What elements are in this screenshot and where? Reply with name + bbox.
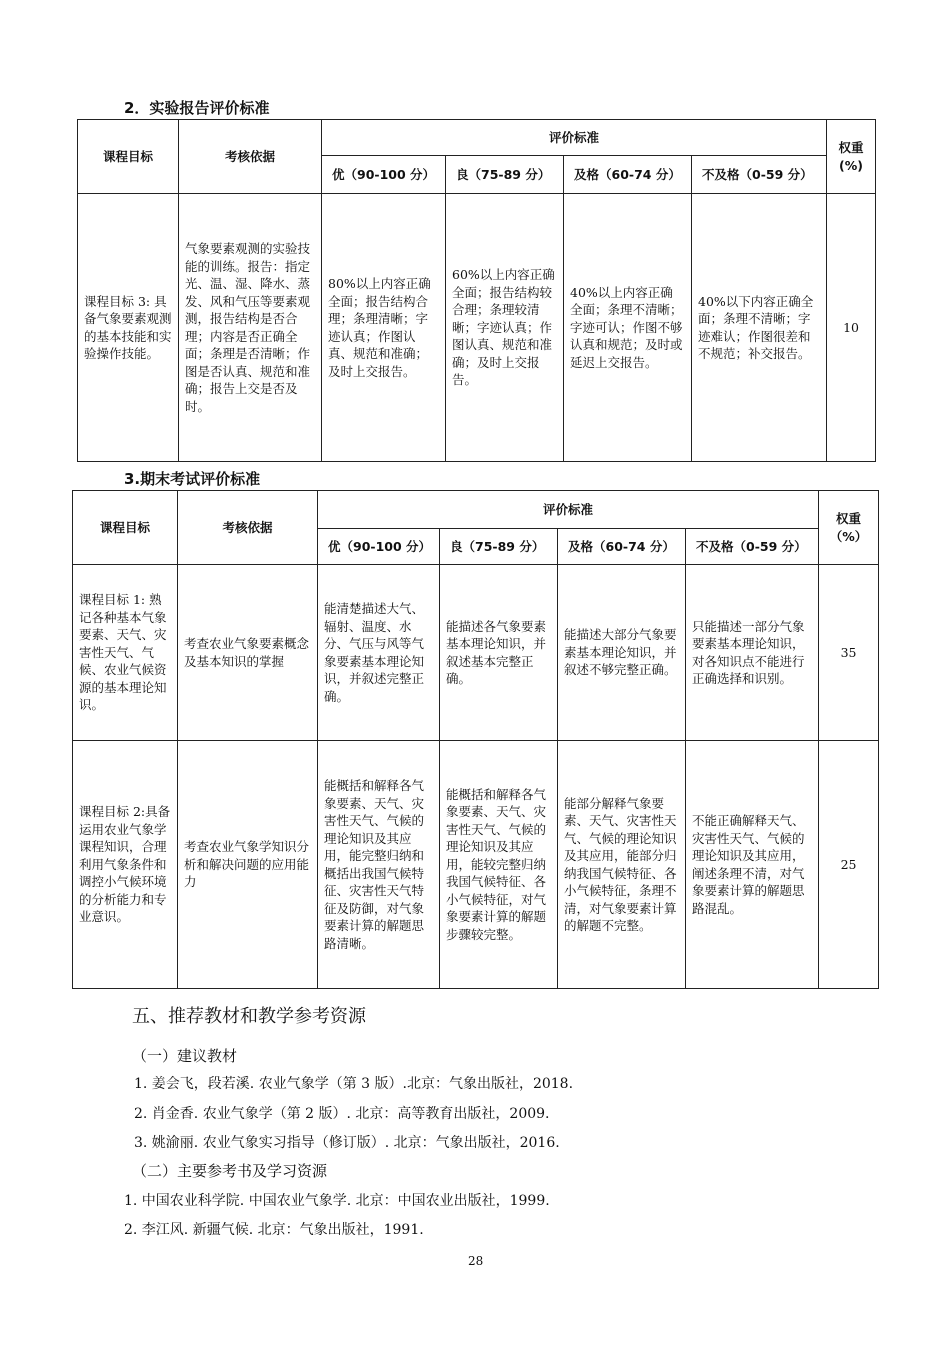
header-course-goal: 课程目标 xyxy=(78,120,179,194)
cell-fail: 不能正确解释天气、灾害性天气、气候的理论知识及其应用，阐述条理不清，对气象要素计算的解题思路混乱。 xyxy=(686,741,819,989)
section-5-heading: 五、推荐教材和教学参考资源 xyxy=(132,1006,366,1027)
header-level-good: 良（75-89 分） xyxy=(440,529,558,565)
table-row xyxy=(73,565,879,741)
cell-good: 60%以上内容正确全面；报告结构较合理；条理较清晰；字迹认真；作图认真、规范和准确；及时上交报告。 xyxy=(446,194,564,462)
reference-item: 2. 李江风. 新疆气候. 北京：气象出版社，1991. xyxy=(124,1222,424,1238)
textbook-item: 1. 姜会飞，段若溪. 农业气象学（第 3 版）.北京：气象出版社，2018. xyxy=(134,1076,574,1092)
textbooks-subheading: （一）建议教材 xyxy=(132,1047,238,1065)
cell-pass: 能部分解释气象要素、天气、灾害性天气、气候的理论知识及其应用，能部分归纳我国气候特征、各小气候特征，条理不清，对气象要素计算的解题不完整。 xyxy=(558,741,686,989)
header-criteria: 评价标准 xyxy=(318,491,819,529)
header-weight-unit: (%) xyxy=(839,157,863,173)
cell-course-goal: 课程目标 1: 熟记各种基本气象要素、天气、灾害性天气、气候、农业气候资源的基本理论知识。 xyxy=(73,565,178,741)
header-course-goal: 课程目标 xyxy=(73,491,178,565)
header-level-fail: 不及格（0-59 分） xyxy=(692,156,827,194)
header-level-good: 良（75-89 分） xyxy=(446,156,564,194)
page-number: 28 xyxy=(468,1254,484,1268)
cell-pass: 40%以上内容正确全面；条理不清晰；字迹可认；作图不够认真和规范；及时或延迟上交报告。 xyxy=(564,194,692,462)
header-criteria: 评价标准 xyxy=(322,120,827,156)
cell-assessment-basis: 考查农业气象要素概念及基本知识的掌握 xyxy=(178,565,318,741)
table-row xyxy=(73,741,879,989)
header-assessment-basis: 考核依据 xyxy=(178,491,318,565)
cell-assessment-basis: 气象要素观测的实验技能的训练。报告：指定光、温、湿、降水、蒸发、风和气压等要素观测，报告结构是否合理；内容是否正确全面；条理是否清晰；作图是否认真、规范和准确；报告上交是否及时。 xyxy=(179,194,322,462)
cell-weight: 10 xyxy=(827,194,876,462)
cell-good: 能概括和解释各气象要素、天气、灾害性天气、气候的理论知识及其应用，能较完整归纳我国气候特征、各小气候特征，对气象要素计算的解题步骤较完整。 xyxy=(440,741,558,989)
header-assessment-basis: 考核依据 xyxy=(179,120,322,194)
cell-weight: 25 xyxy=(819,741,879,989)
header-weight-label: 权重 xyxy=(838,140,864,155)
cell-excellent: 80%以上内容正确全面；报告结构合理；条理清晰；字迹认真；作图认真、规范和准确；及时上交报告。 xyxy=(322,194,446,462)
cell-fail: 只能描述一部分气象要素基本理论知识，对各知识点不能进行正确选择和识别。 xyxy=(686,565,819,741)
reference-item: 1. 中国农业科学院. 中国农业气象学. 北京：中国农业出版社，1999. xyxy=(124,1193,550,1209)
header-weight xyxy=(827,120,876,194)
header-level-excellent: 优（90-100 分） xyxy=(322,156,446,194)
textbook-item: 3. 姚渝丽. 农业气象实习指导（修订版）. 北京：气象出版社，2016. xyxy=(134,1135,560,1151)
header-level-fail: 不及格（0-59 分） xyxy=(686,529,819,565)
cell-weight: 35 xyxy=(819,565,879,741)
section-3-title: 3.期末考试评价标准 xyxy=(124,470,261,488)
cell-good: 能描述各气象要素基本理论知识，并叙述基本完整正确。 xyxy=(440,565,558,741)
cell-excellent: 能清楚描述大气、辐射、温度、水分、气压与风等气象要素基本理论知识，并叙述完整正确。 xyxy=(318,565,440,741)
cell-course-goal: 课程目标 3: 具备气象要素观测的基本技能和实验操作技能。 xyxy=(78,194,179,462)
cell-course-goal: 课程目标 2:具备运用农业气象学课程知识，合理利用气象条件和调控小气候环境的分析能力和专业意识。 xyxy=(73,741,178,989)
cell-assessment-basis: 考查农业气象学知识分析和解决问题的应用能力 xyxy=(178,741,318,989)
cell-pass: 能描述大部分气象要素基本理论知识，并叙述不够完整正确。 xyxy=(558,565,686,741)
lab-report-criteria-table xyxy=(77,119,876,462)
final-exam-criteria-table xyxy=(72,490,879,989)
header-level-pass: 及格（60-74 分） xyxy=(564,156,692,194)
cell-fail: 40%以下内容正确全面；条理不清晰；字迹难认；作图很差和不规范；补交报告。 xyxy=(692,194,827,462)
header-level-pass: 及格（60-74 分） xyxy=(558,529,686,565)
cell-excellent: 能概括和解释各气象要素、天气、灾害性天气、气候的理论知识及其应用，能完整归纳和概括出我国气候特征、灾害性天气特征及防御，对气象要素计算的解题思路清晰。 xyxy=(318,741,440,989)
header-weight xyxy=(819,491,879,565)
header-weight-unit: （%） xyxy=(829,528,868,544)
textbook-item: 2. 肖金香. 农业气象学（第 2 版）. 北京：高等教育出版社，2009. xyxy=(134,1106,550,1122)
header-weight-label: 权重 xyxy=(836,511,862,526)
table-row xyxy=(78,194,876,462)
section-2-title: 2．实验报告评价标准 xyxy=(124,99,270,117)
header-level-excellent: 优（90-100 分） xyxy=(318,529,440,565)
references-subheading: （二）主要参考书及学习资源 xyxy=(132,1162,328,1180)
